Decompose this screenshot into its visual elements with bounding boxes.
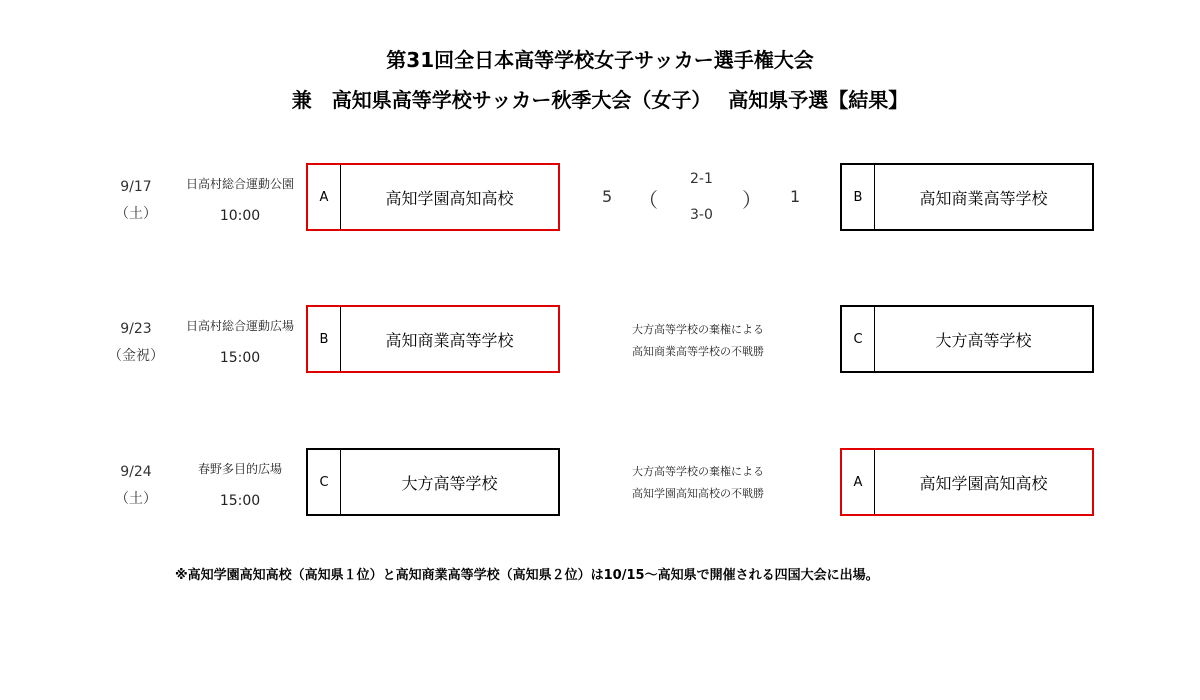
forfeit-note-line1: 大方高等学校の棄権による [632,465,764,478]
paren-open: （ [638,188,658,212]
group-label: A [842,450,875,514]
kickoff-time: 10:00 [219,208,261,224]
weekday-label: （金祝） [108,348,164,364]
score-left: 5 [602,187,613,206]
venue-label: 日高村総合運動公園 [185,177,294,191]
group-label: C [842,307,875,371]
paren-close: ） [742,188,762,212]
team-name: 高知商業高等学校 [385,330,514,350]
qualification-footnote: ※高知学園高知高校（高知県１位）と高知商業高等学校（高知県２位）は10/15～高知県で開催される四国大会に出場。 [175,568,879,583]
forfeit-note-line1: 大方高等学校の棄権による [632,323,764,336]
half1-score: 2-1 [690,171,713,187]
group-label: A [308,165,341,229]
team-box-right [840,163,1094,231]
weekday-label: （土） [115,491,157,507]
venue-label: 春野多目的広場 [197,462,282,476]
team-box-left [306,448,560,516]
group-label: C [308,450,341,514]
group-label: B [308,307,341,371]
forfeit-note-line2: 高知商業高等学校の不戦勝 [632,345,764,358]
venue-label: 日高村総合運動広場 [185,319,294,333]
team-box-left [306,305,560,373]
team-name: 高知学園高知高校 [385,188,514,208]
kickoff-time: 15:00 [219,350,261,366]
score-right: 1 [790,187,801,206]
page-subtitle: 兼 高知県高等学校サッカー秋季大会（女子） 高知県予選【結果】 [291,88,909,112]
date-label: 9/24 [120,464,152,480]
team-name: 大方高等学校 [401,473,498,493]
group-label: B [842,165,875,229]
page-title: 第31回全日本高等学校女子サッカー選手権大会 [386,48,814,72]
kickoff-time: 15:00 [219,493,261,509]
forfeit-note [632,319,842,363]
date-label: 9/17 [120,179,152,195]
team-name: 高知商業高等学校 [919,188,1048,208]
team-box-right [840,305,1094,373]
team-name: 大方高等学校 [935,330,1032,350]
forfeit-note-line2: 高知学園高知高校の不戦勝 [632,487,764,500]
weekday-label: （土） [115,206,157,222]
team-box-left [306,163,560,231]
team-name: 高知学園高知高校 [919,473,1048,493]
match-row-3 [0,448,1200,520]
match-row-1 [0,163,1200,235]
date-label: 9/23 [120,321,152,337]
forfeit-note [632,461,842,505]
team-box-right [840,448,1094,516]
half2-score: 3-0 [690,207,713,223]
match-row-2 [0,305,1200,377]
